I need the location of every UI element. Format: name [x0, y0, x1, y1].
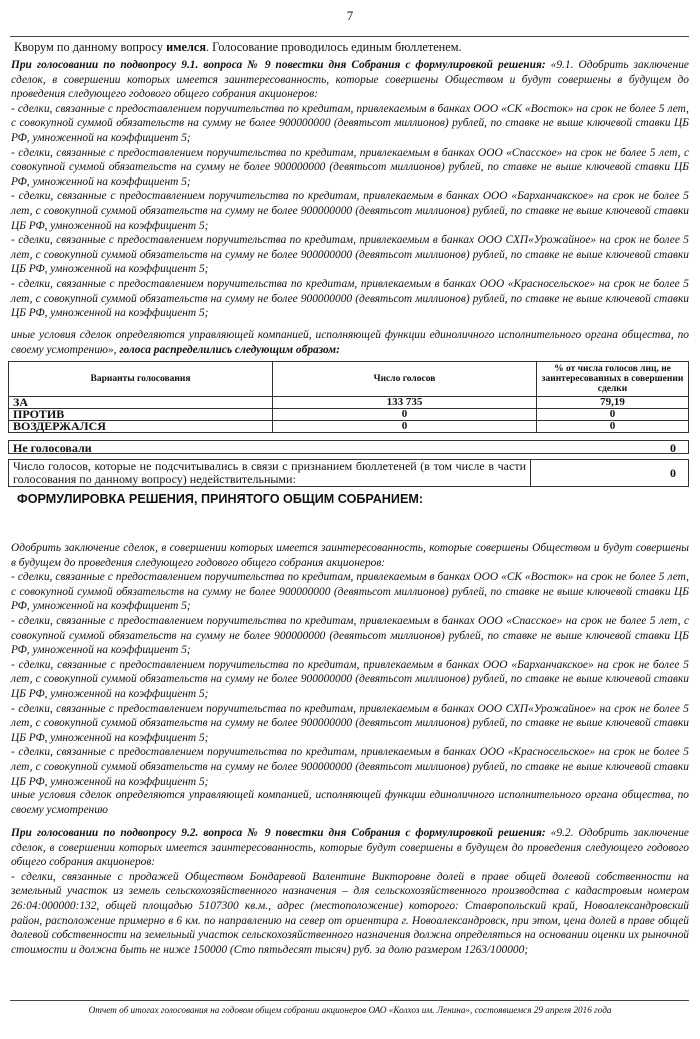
invalid-votes-row: [8, 459, 689, 487]
decision-item: - сделки, связанные с предоставлением поручительства по кредитам, привлекаемым в банках ООО «Красносельское» на срок не более 5 лет, с совокупной суммой обязательств на сумму не более 900000000 (девятьсот миллионов) рублей, по ставке не выше ключевой ставки ЦБ РФ, умноженной на коэффициент 5;: [11, 746, 689, 788]
q91-intro: «9.1. Одобрить заключение сделок, в совершении которых имеется заинтересованность, которые совершены Обществом и будут совершены в будущем до проведения следующего годового общего собрания акционеров:: [11, 59, 689, 101]
top-divider: [10, 36, 689, 37]
q92-lead: При голосовании по подвопросу 9.2. вопроса № 9 повестки дня Собрания с формулировкой решения:: [11, 827, 546, 839]
page-number: 7: [346, 8, 354, 23]
q91-lead: При голосовании по подвопросу 9.1. вопроса № 9 повестки дня Собрания с формулировкой решения:: [11, 59, 546, 71]
q91-item: - сделки, связанные с предоставлением поручительства по кредитам, привлекаемым в банках ООО «СК «Восток» на срок не более 5 лет, с совокупной суммой обязательств на сумму не более 900000000 (девятьсот миллионов) рублей, по ставке не выше ключевой ставки ЦБ РФ, умноженной на коэффициент 5;: [11, 102, 689, 144]
not-voted-value: 0: [670, 441, 676, 455]
q91-outro-bold: голоса распределились следующим образом:: [116, 343, 340, 356]
q92-item: - сделки, связанные с продажей Обществом Бондаревой Валентине Викторовне долей в праве общей долевой собственности на земельный участок из земель сельскохозяйственного назначения – для сельскохозяйственного производства с кадастровым номером 26:04:000000:132, общей площадью 5107300 кв.м., адрес (местоположение) которого: Ставропольский край, Новоалександровский район, расположение примерно в 6 км. по направлению на север от ориентира г. Новоалександровск, при этом, цена долей в праве общей долевой собственности на земельный участок сельскохозяйственного назначения должна определяться на основании оценки их рыночной стоимости и должна быть не ниже 150000 (Сто пятьдесят тысяч) руб. за долю размером 1263/100000;: [11, 870, 689, 956]
invalid-votes-value: 0: [670, 466, 676, 480]
vote-count: 0: [273, 409, 537, 421]
vote-option: ВОЗДЕРЖАЛСЯ: [9, 421, 273, 433]
votes-table: [8, 361, 689, 433]
vote-percent: 0: [537, 409, 689, 421]
decision-outro: иные условия сделок определяются управляющей компанией, исполняющей функции единоличного исполнительного органа общества, по своему усмотрению: [11, 789, 689, 816]
votes-table-header: [9, 362, 689, 397]
vote-count: 0: [273, 421, 537, 433]
q91-item: - сделки, связанные с предоставлением поручительства по кредитам, привлекаемым в банках ООО «Спасское» на срок не более 5 лет, с совокупной суммой обязательств на сумму не более 900000000 (девятьсот миллионов) рублей, по ставке не выше ключевой ставки ЦБ РФ, умноженной на коэффициент 5;: [11, 146, 689, 188]
decision-item: - сделки, связанные с предоставлением поручительства по кредитам, привлекаемым в банках ООО СХП«Урожайное» на срок не более 5 лет, с совокупной суммой обязательств на сумму не более 900000000 (девятьсот миллионов) рублей, по ставке не выше ключевой ставки ЦБ РФ, умноженной на коэффициент 5;: [11, 702, 689, 744]
decision-block: [11, 541, 689, 789]
decision-item: - сделки, связанные с предоставлением поручительства по кредитам, привлекаемым в банках ООО «СК «Восток» на срок не более 5 лет, с совокупной суммой обязательств на сумму не более 900000000 (девятьсот миллионов) рублей, по ставке не выше ключевой ставки ЦБ РФ, умноженной на коэффициент 5;: [11, 571, 689, 613]
header-options: Варианты голосования: [9, 362, 273, 397]
q91-item: - сделки, связанные с предоставлением поручительства по кредитам, привлекаемым в банках ООО «Барханчакское» на срок не более 5 лет, с совокупной суммой обязательств на сумму не более 900000000 (девятьсот миллионов) рублей, по ставке не выше ключевой ставки ЦБ РФ, умноженной на коэффициент 5;: [11, 190, 689, 232]
page-footer: Отчет об итогах голосования на годовом общем собрании акционеров ОАО «Колхоз им. Ленина», состоявшемся 29 апреля 2016 года: [88, 1005, 612, 1015]
q92-intro: «9.2. Одобрить заключение сделок, в совершении которых имеется заинтересованность, которые будут совершены в будущем до проведения следующего годового общего собрания акционеров:: [11, 827, 689, 869]
quorum-suffix: . Голосование проводилось единым бюллетенем.: [206, 40, 462, 54]
q91-outro-text: иные условия сделок определяются управляющей компанией, исполняющей функции единоличного исполнительного органа общества, по своему усмотрению»,: [11, 329, 689, 356]
decision-intro: Одобрить заключение сделок, в совершении которых имеется заинтересованность, которые совершены Обществом и будут совершены в будущем до проведения следующего годового общего собрания акционеров:: [11, 542, 689, 569]
table-row: [9, 397, 689, 409]
quorum-prefix: Кворум по данному вопросу: [14, 40, 167, 54]
bottom-divider: [10, 1000, 689, 1001]
header-votes: Число голосов: [273, 362, 537, 397]
quorum-line: [14, 40, 688, 55]
q91-outro: [11, 328, 689, 357]
decision-heading: ФОРМУЛИРОВКА РЕШЕНИЯ, ПРИНЯТОГО ОБЩИМ СОБРАНИЕМ:: [17, 492, 424, 506]
q91-block: [11, 58, 689, 321]
invalid-votes-label: Число голосов, которые не подсчитывались в связи с признанием бюллетеней (в том числе в части голосования по данному вопросу) недействительными:: [9, 460, 531, 486]
quorum-status: имелся: [166, 40, 207, 54]
vote-percent: 79,19: [537, 397, 689, 409]
not-voted-row: [8, 440, 689, 454]
header-percent: % от числа голосов лиц, не заинтересованных в совершении сделки: [537, 362, 689, 397]
table-row: [9, 421, 689, 433]
q91-item: - сделки, связанные с предоставлением поручительства по кредитам, привлекаемым в банках ООО СХП«Урожайное» на срок не более 5 лет, с совокупной суммой обязательств на сумму не более 900000000 (девятьсот миллионов) рублей, по ставке не выше ключевой ставки ЦБ РФ, умноженной на коэффициент 5;: [11, 234, 689, 276]
vote-count: 133 735: [273, 397, 537, 409]
not-voted-label: Не голосовали: [13, 441, 92, 455]
q92-block: [11, 826, 689, 957]
q91-item: - сделки, связанные с предоставлением поручительства по кредитам, привлекаемым в банках ООО «Красносельское» на срок не более 5 лет, с совокупной суммой обязательств на сумму не более 900000000 (девятьсот миллионов) рублей, по ставке не выше ключевой ставки ЦБ РФ, умноженной на коэффициент 5;: [11, 277, 689, 320]
table-row: [9, 409, 689, 421]
decision-item: - сделки, связанные с предоставлением поручительства по кредитам, привлекаемым в банках ООО «Спасское» на срок не более 5 лет, с совокупной суммой обязательств на сумму не более 900000000 (девятьсот миллионов) рублей, по ставке не выше ключевой ставки ЦБ РФ, умноженной на коэффициент 5;: [11, 614, 689, 657]
vote-percent: 0: [537, 421, 689, 433]
vote-option: ЗА: [9, 397, 273, 409]
decision-item: - сделки, связанные с предоставлением поручительства по кредитам, привлекаемым в банках ООО «Барханчакское» на срок не более 5 лет, с совокупной суммой обязательств на сумму не более 900000000 (девятьсот миллионов) рублей, по ставке не выше ключевой ставки ЦБ РФ, умноженной на коэффициент 5;: [11, 658, 689, 700]
vote-option: ПРОТИВ: [9, 409, 273, 421]
